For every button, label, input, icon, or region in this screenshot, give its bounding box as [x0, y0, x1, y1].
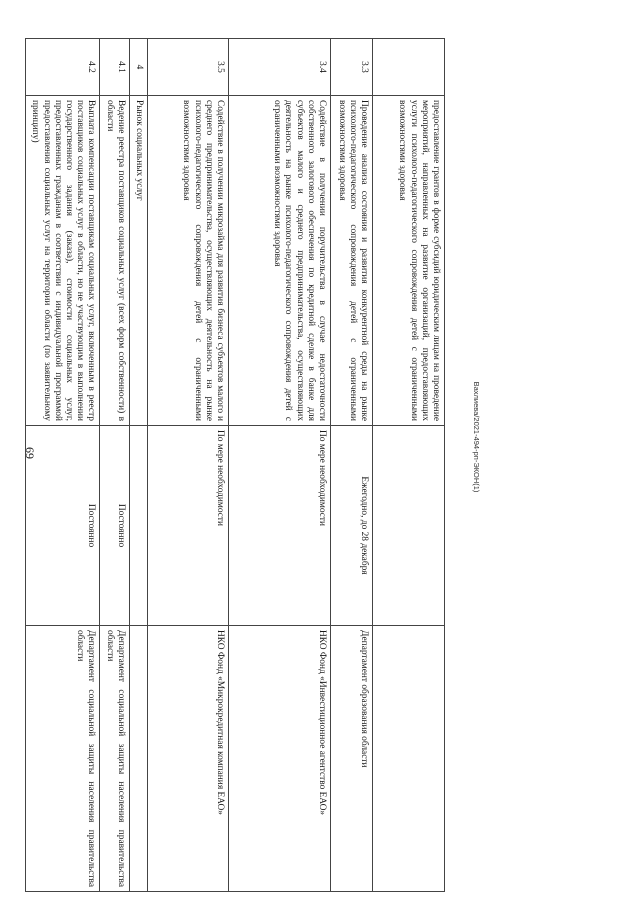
row-action: Содействие в получении микрозайма для развития бизнеса субъектов малого и среднего предпринимательства, осуществляющих деятельность на рынке психолого-педагогического сопровождения детей с ограниченными возможностями здоровья — [148, 96, 229, 426]
row-action: Выплата компенсации поставщикам социальных услуг, включенным в реестр поставщиков социальных услуг в области, но не участвующим в выполнении государственного задания (заказа), стоимости социальных услуг, предоставленных гражданам в соответствии с индивидуальной программой предоставления социальных услуг на территории области (по заявительному принципу) — [26, 96, 100, 426]
row-term: По мере необходимости — [148, 426, 229, 626]
row-number: 4.2 — [26, 39, 100, 96]
row-action: предоставление грантов в форме субсидий юридическим лицам на проведение мероприятий, направленных на развитие организаций, предоставляющих услуги психолого-педагогического сопровождения детей с ограниченными возможностями здоровья — [373, 96, 445, 426]
row-action: Проведение анализа состояния и развития конкурентной среды на рынке психолого-педагогического сопровождения детей с ограниченными возможностями здоровья — [331, 96, 373, 426]
row-number: 4.1 — [100, 39, 129, 96]
row-term — [373, 426, 445, 626]
row-term: Постоянно — [26, 426, 100, 626]
row-term: Постоянно — [100, 426, 129, 626]
row-responsible: НКО Фонд «Микрокредитная компания ЕАО» — [148, 626, 229, 892]
page-number: 69 — [23, 447, 37, 459]
document-footer-code: Вахлиева/2021-494-рп-ЭКОН(1) — [472, 381, 481, 493]
row-responsible: Департамент социальной защиты населения правительства области — [26, 626, 100, 892]
table-row — [331, 39, 373, 892]
row-term: Ежегодно, до 28 декабря — [331, 426, 373, 626]
row-number: 3.5 — [148, 39, 229, 96]
row-number — [373, 39, 445, 96]
table-row — [148, 39, 229, 892]
row-responsible — [373, 626, 445, 892]
row-term — [129, 426, 147, 626]
table-row — [100, 39, 129, 892]
row-responsible: Департамент социальной защиты населения правительства области — [100, 626, 129, 892]
row-term: По мере необходимости — [229, 426, 331, 626]
row-action: Ведение реестра поставщиков социальных услуг (всех форм собственности) в области — [100, 96, 129, 426]
table-row — [129, 39, 147, 892]
row-responsible — [129, 626, 147, 892]
table-row — [373, 39, 445, 892]
row-number: 3.3 — [331, 39, 373, 96]
row-number: 4 — [129, 39, 147, 96]
row-action: Содействие в получении поручительства в случае недостаточности собственного залогового обеспечения по кредитной сделке в банке для субъектов малого и среднего предпринимательства, осуществляющих деятельность на рынке психолого-педагогического сопровождения детей с ограниченными возможностями здоровья — [229, 96, 331, 426]
row-responsible: Департамент образования области — [331, 626, 373, 892]
action-plan-table — [25, 38, 445, 892]
table-row — [229, 39, 331, 892]
row-number: 3.4 — [229, 39, 331, 96]
section-heading: Рынок социальных услуг — [129, 96, 147, 426]
row-responsible: НКО Фонд «Инвестиционное агентство ЕАО» — [229, 626, 331, 892]
table-row — [26, 39, 100, 892]
